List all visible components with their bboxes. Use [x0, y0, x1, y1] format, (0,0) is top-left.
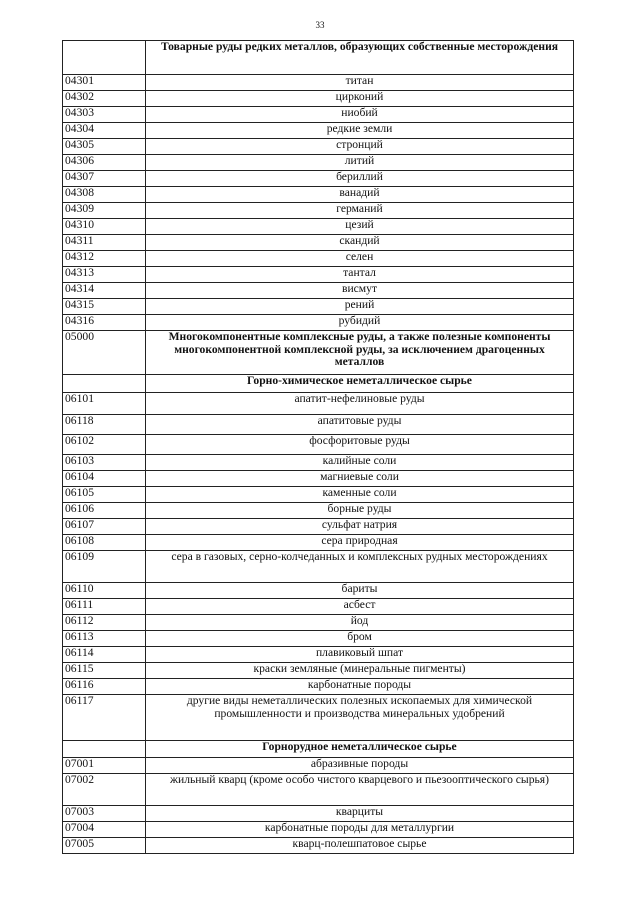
name-cell: Товарные руды редких металлов, образующих собственные месторождения — [146, 41, 574, 75]
name-cell: рубидий — [146, 315, 574, 331]
table-row — [63, 503, 574, 519]
table-row — [63, 647, 574, 663]
table-row — [63, 455, 574, 471]
table-row — [63, 139, 574, 155]
table-row — [63, 203, 574, 219]
name-cell: бром — [146, 631, 574, 647]
table-row — [63, 435, 574, 455]
name-cell: редкие земли — [146, 123, 574, 139]
name-cell: карбонатные породы — [146, 679, 574, 695]
table-row — [63, 283, 574, 299]
name-cell: калийные соли — [146, 455, 574, 471]
code-cell — [63, 741, 146, 758]
code-cell: 04313 — [63, 267, 146, 283]
code-cell: 04315 — [63, 299, 146, 315]
table-row — [63, 487, 574, 503]
table-row — [63, 75, 574, 91]
code-cell: 06109 — [63, 551, 146, 583]
name-cell: германий — [146, 203, 574, 219]
code-cell: 06108 — [63, 535, 146, 551]
name-cell: тантал — [146, 267, 574, 283]
code-cell: 04304 — [63, 123, 146, 139]
code-cell: 04303 — [63, 107, 146, 123]
table-row — [63, 219, 574, 235]
name-cell: плавиковый шпат — [146, 647, 574, 663]
code-cell: 07001 — [63, 758, 146, 774]
name-cell: селен — [146, 251, 574, 267]
table-row — [63, 695, 574, 741]
name-cell: ниобий — [146, 107, 574, 123]
name-cell: Горно-химическое неметаллическое сырье — [146, 375, 574, 393]
code-cell: 06104 — [63, 471, 146, 487]
table-row — [63, 471, 574, 487]
code-cell: 06105 — [63, 487, 146, 503]
code-cell: 04302 — [63, 91, 146, 107]
code-cell: 04311 — [63, 235, 146, 251]
table-row — [63, 299, 574, 315]
table-row — [63, 235, 574, 251]
table-row — [63, 583, 574, 599]
code-cell: 06114 — [63, 647, 146, 663]
name-cell: бериллий — [146, 171, 574, 187]
table-row — [63, 187, 574, 203]
name-cell: кварц-полешпатовое сырье — [146, 838, 574, 854]
code-cell: 06116 — [63, 679, 146, 695]
code-cell: 06118 — [63, 415, 146, 435]
name-cell: асбест — [146, 599, 574, 615]
name-cell: бариты — [146, 583, 574, 599]
name-cell: апатит-нефелиновые руды — [146, 393, 574, 415]
section-heading-row — [63, 331, 574, 375]
code-cell — [63, 375, 146, 393]
name-cell: литий — [146, 155, 574, 171]
code-cell: 04309 — [63, 203, 146, 219]
table-row — [63, 806, 574, 822]
table-row — [63, 663, 574, 679]
code-cell: 04306 — [63, 155, 146, 171]
code-cell: 06113 — [63, 631, 146, 647]
code-cell: 04308 — [63, 187, 146, 203]
section-heading-row — [63, 741, 574, 758]
name-cell: Горнорудное неметаллическое сырье — [146, 741, 574, 758]
name-cell: каменные соли — [146, 487, 574, 503]
code-cell: 07003 — [63, 806, 146, 822]
name-cell: скандий — [146, 235, 574, 251]
name-cell: стронций — [146, 139, 574, 155]
code-cell: 06117 — [63, 695, 146, 741]
code-cell: 06102 — [63, 435, 146, 455]
name-cell: апатитовые руды — [146, 415, 574, 435]
table-body — [63, 41, 574, 854]
name-cell: ванадий — [146, 187, 574, 203]
classification-table — [62, 40, 574, 854]
table-row — [63, 91, 574, 107]
code-cell: 04314 — [63, 283, 146, 299]
code-cell: 07005 — [63, 838, 146, 854]
name-cell: сера в газовых, серно-колчеданных и комплексных рудных месторождениях — [146, 551, 574, 583]
code-cell: 07002 — [63, 774, 146, 806]
table-row — [63, 599, 574, 615]
code-cell: 04301 — [63, 75, 146, 91]
code-cell: 06112 — [63, 615, 146, 631]
code-cell: 04310 — [63, 219, 146, 235]
page-number: 33 — [315, 20, 325, 30]
section-heading-row — [63, 375, 574, 393]
name-cell: висмут — [146, 283, 574, 299]
name-cell: краски земляные (минеральные пигменты) — [146, 663, 574, 679]
code-cell: 06101 — [63, 393, 146, 415]
code-cell: 06107 — [63, 519, 146, 535]
name-cell: цезий — [146, 219, 574, 235]
table-row — [63, 107, 574, 123]
table-row — [63, 315, 574, 331]
code-cell: 06115 — [63, 663, 146, 679]
table-row — [63, 838, 574, 854]
table-row — [63, 123, 574, 139]
table-row — [63, 535, 574, 551]
name-cell: абразивные породы — [146, 758, 574, 774]
name-cell: другие виды неметаллических полезных ископаемых для химической промышленности и производства минеральных удобрений — [146, 695, 574, 741]
table-row — [63, 393, 574, 415]
table-row — [63, 551, 574, 583]
name-cell: магниевые соли — [146, 471, 574, 487]
code-cell: 04305 — [63, 139, 146, 155]
name-cell: фосфоритовые руды — [146, 435, 574, 455]
name-cell: жильный кварц (кроме особо чистого кварцевого и пьезооптического сырья) — [146, 774, 574, 806]
table-row — [63, 155, 574, 171]
code-cell: 04307 — [63, 171, 146, 187]
table-row — [63, 519, 574, 535]
code-cell: 06106 — [63, 503, 146, 519]
name-cell: сульфат натрия — [146, 519, 574, 535]
code-cell: 04316 — [63, 315, 146, 331]
code-cell — [63, 41, 146, 75]
code-cell: 07004 — [63, 822, 146, 838]
code-cell: 06103 — [63, 455, 146, 471]
name-cell: сера природная — [146, 535, 574, 551]
code-cell: 06110 — [63, 583, 146, 599]
table-row — [63, 415, 574, 435]
code-cell: 05000 — [63, 331, 146, 375]
table-row — [63, 171, 574, 187]
table-row — [63, 679, 574, 695]
table-row — [63, 774, 574, 806]
name-cell: цирконий — [146, 91, 574, 107]
table-row — [63, 615, 574, 631]
name-cell: карбонатные породы для металлургии — [146, 822, 574, 838]
table-row — [63, 758, 574, 774]
table-row — [63, 822, 574, 838]
table-row — [63, 631, 574, 647]
name-cell: борные руды — [146, 503, 574, 519]
name-cell: рений — [146, 299, 574, 315]
code-cell: 04312 — [63, 251, 146, 267]
name-cell: йод — [146, 615, 574, 631]
table-row — [63, 267, 574, 283]
table-row — [63, 251, 574, 267]
code-cell: 06111 — [63, 599, 146, 615]
section-heading-row — [63, 41, 574, 75]
name-cell: кварциты — [146, 806, 574, 822]
name-cell: Многокомпонентные комплексные руды, а также полезные компоненты многокомпонентной комплексной руды, за исключением драгоценных металлов — [146, 331, 574, 375]
name-cell: титан — [146, 75, 574, 91]
